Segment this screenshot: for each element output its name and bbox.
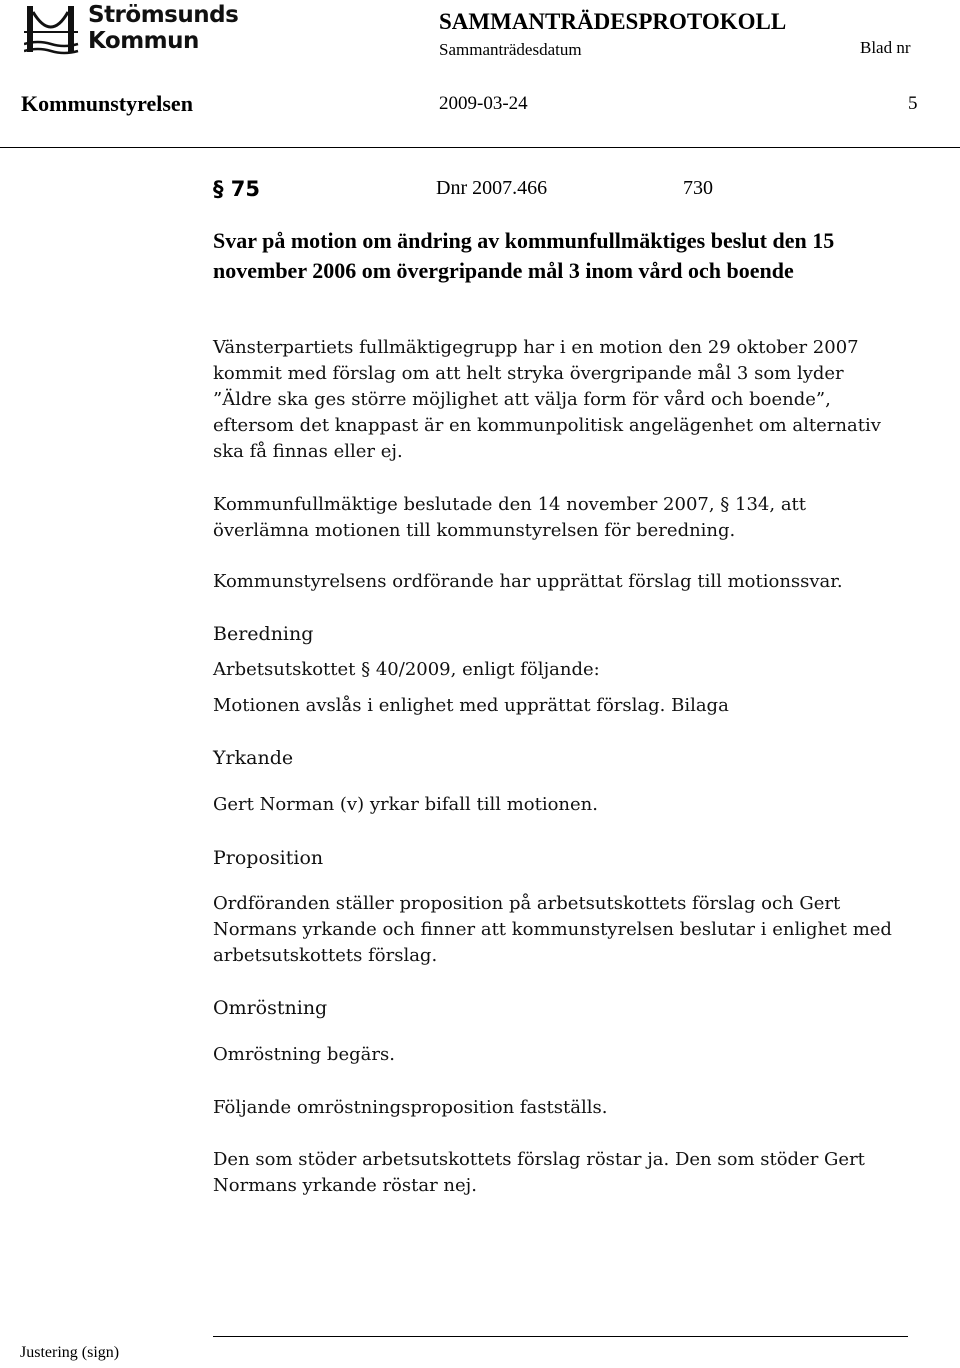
beredning-line1: Arbetsutskottet § 40/2009, enligt följande: [213, 659, 600, 680]
paragraph-referral: Kommunfullmäktige beslutade den 14 november 2007, § 134, att överlämna motionen till kommunstyrelsen för beredning. [213, 494, 807, 541]
page-label: Blad nr [860, 38, 911, 57]
proposition-text: Ordföranden ställer proposition på arbetsutskottets förslag och Gert Normans yrkande och finner att kommunstyrelsen beslutar i enlighet med arbetsutskottets förslag. [213, 893, 892, 966]
case-title: Svar på motion om ändring av kommunfullmäktiges beslut den 15 november 2006 om övergripande mål 3 inom vård och boende [213, 228, 835, 283]
omrostning-requested: Omröstning begärs. [213, 1044, 395, 1065]
bridge-logo-icon [24, 2, 82, 58]
dnr: Dnr 2007.466 [436, 177, 548, 199]
omrostning-proposition: Följande omröstningsproposition fastställs. [213, 1097, 608, 1118]
case-code: 730 [683, 177, 713, 199]
heading-yrkande: Yrkande [213, 747, 294, 769]
meeting-date: 2009-03-24 [439, 93, 528, 114]
signature-label: Justering (sign) [20, 1344, 120, 1361]
page-number: 5 [908, 93, 918, 114]
municipality-logo [24, 2, 239, 58]
yrkande-text: Gert Norman (v) yrkar bifall till motionen. [213, 794, 598, 815]
document-type: SAMMANTRÄDESPROTOKOLL [439, 9, 787, 34]
paragraph-motion: Vänsterpartiets fullmäktigegrupp har i en motion den 29 oktober 2007 kommit med förslag om att helt stryka övergripande mål 3 som lyder ”Äldre ska ges större möjlighet att välja form för vård och boende”, eftersom det knappast är en kommunpolitisk angelägenhet om alternativ ska få finnas eller ej. [213, 337, 881, 462]
omrostning-instructions: Den som stöder arbetsutskottets förslag röstar ja. Den som stöder Gert Normans yrkande röstar nej. [213, 1149, 865, 1196]
footer-divider [213, 1336, 908, 1337]
heading-beredning: Beredning [213, 623, 314, 645]
date-label: Sammanträdesdatum [439, 40, 582, 59]
logo-text-line2: Kommun [88, 28, 199, 54]
heading-omrostning: Omröstning [213, 997, 328, 1019]
section-number: § 75 [213, 177, 261, 201]
heading-proposition: Proposition [213, 847, 324, 869]
logo-text-line1: Strömsunds [88, 2, 239, 28]
body-name: Kommunstyrelsen [21, 91, 193, 116]
header-divider [0, 147, 960, 148]
paragraph-proposal: Kommunstyrelsens ordförande har upprättat förslag till motionssvar. [213, 571, 843, 592]
beredning-line2: Motionen avslås i enlighet med upprättat förslag. Bilaga [213, 695, 729, 716]
